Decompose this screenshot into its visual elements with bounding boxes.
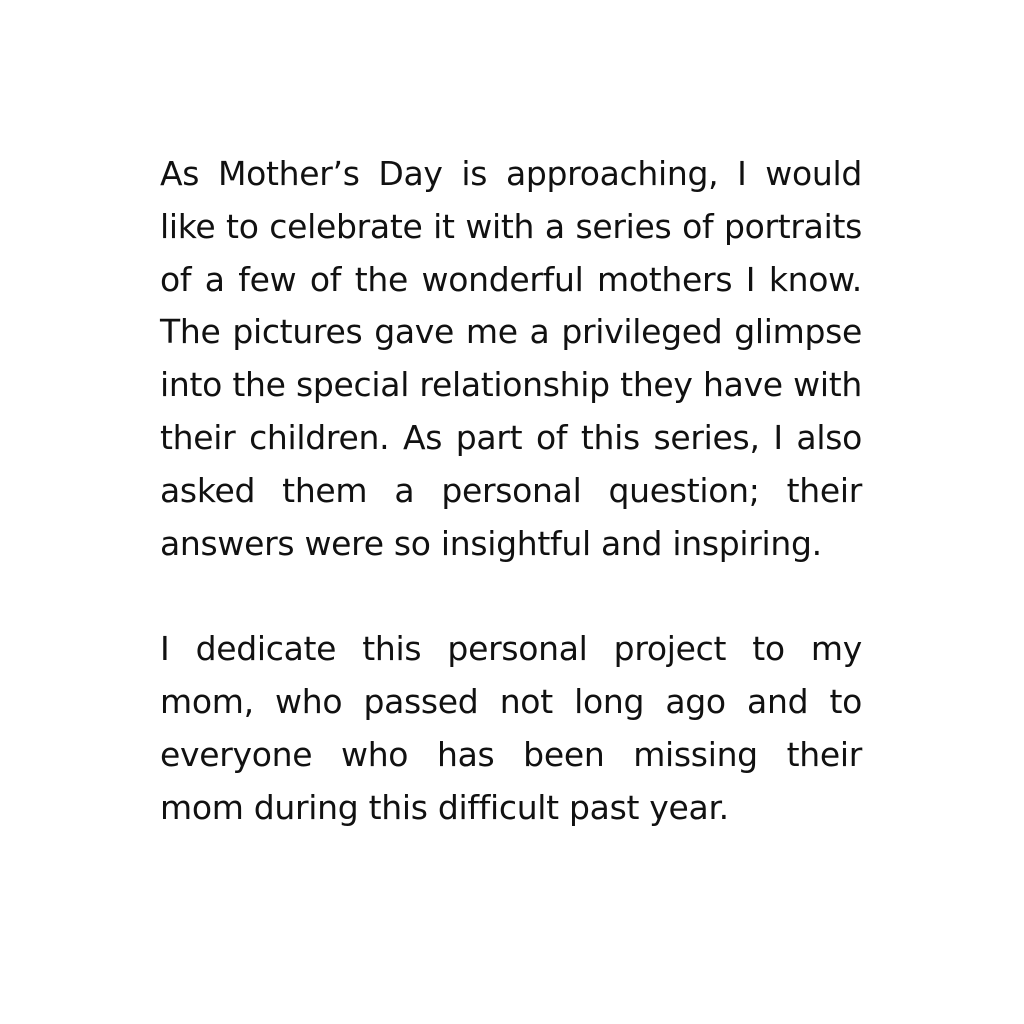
dedication-text [160,148,862,834]
intro-paragraph: As Mother’s Day is approaching, I would like to celebrate it with a series of portraits of a few of the wonderful mothers I know. The pictures gave me a privileged glimpse into the special relationship they have with their children. As part of this series, I also asked them a personal question; their answers were so insightful and inspiring. [160,154,862,563]
dedication-paragraph: I dedicate this personal project to my mom, who passed not long ago and to everyone who has been missing their mom during this difficult past year. [160,629,862,827]
